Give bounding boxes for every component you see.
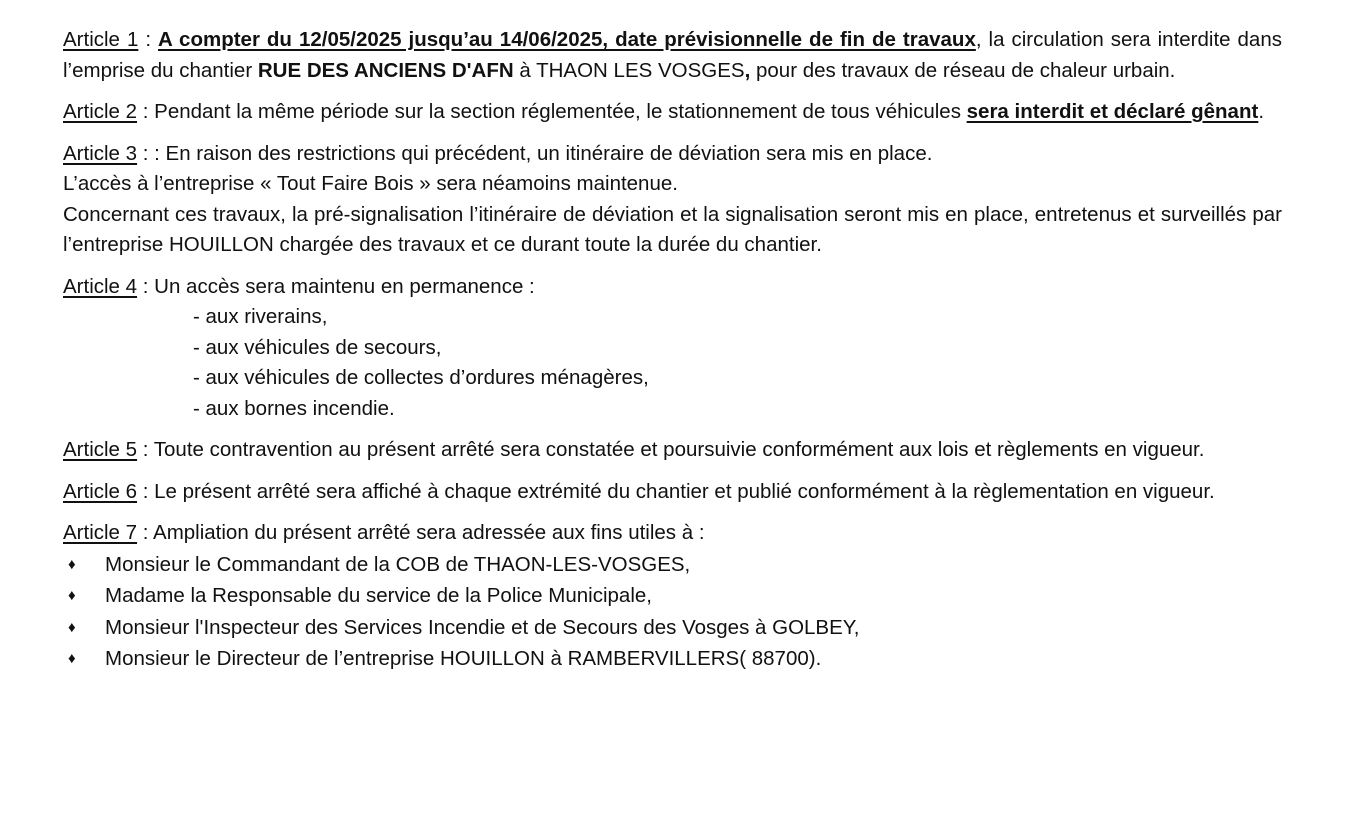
article-1-label: Article 1 [63,28,139,51]
recipient-list [63,549,1282,675]
article-6-text: : Le présent arrêté sera affiché à chaque extrémité du chantier et publié conformément à la règlementation en vigueur. [137,479,1215,503]
article-5-label: Article 5 [63,438,138,461]
article-4-list [63,302,1282,424]
article-2-bold: sera interdit et déclaré gênant [966,100,1259,123]
recipient-text: Madame la Responsable du service de la Police Municipale, [105,584,652,607]
list-item [63,549,1282,581]
article-4-intro-line [63,272,1282,303]
article-1-purpose: pour des travaux de réseau de chaleur urbain. [750,58,1176,82]
article-2-label: Article 2 [63,100,138,123]
diamond-bullet-icon: ♦ [68,618,76,636]
list-item [63,643,1282,675]
article-1-separator: : [138,28,159,51]
list-item: - aux riverains, [193,305,328,328]
article-3-text-1: : : En raison des restrictions qui précédent, un itinéraire de déviation sera mis en place. [137,141,933,165]
recipient-text: Monsieur le Directeur de l’entreprise HOUILLON à RAMBERVILLERS( 88700). [105,647,822,670]
article-7 [63,518,1282,675]
list-item [63,612,1282,644]
article-1-comma: , [744,58,751,82]
article-6-label: Article 6 [63,479,138,503]
article-2-end: . [1258,100,1265,123]
article-5 [63,435,1282,466]
article-4 [63,272,1282,425]
article-7-intro: : Ampliation du présent arrêté sera adressée aux fins utiles à : [137,521,705,544]
article-2 [63,97,1282,128]
article-7-label: Article 7 [63,521,138,544]
article-4-label: Article 4 [63,274,138,298]
article-6 [63,477,1282,508]
list-item: - aux véhicules de secours, [193,335,442,359]
diamond-bullet-icon: ♦ [68,650,76,667]
article-1-dates: A compter du 12/05/2025 jusqu’au 14/06/2025, date prévisionnelle de fin de travaux [158,28,976,51]
diamond-bullet-icon: ♦ [68,587,76,604]
arrete-document [63,25,1282,675]
article-3-line-3: Concernant ces travaux, la pré-signalisation l’itinéraire de déviation et la signalisation seront mis en place, entretenus et surveillés par l’entreprise HOUILLON chargée des travaux et ce durant toute la durée du chantier. [63,202,1282,256]
recipient-text: Monsieur le Commandant de la COB de THAON-LES-VOSGES, [105,552,691,576]
article-1 [63,25,1282,86]
article-7-intro-line [63,518,1282,549]
list-item: - aux véhicules de collectes d’ordures ménagères, [193,366,649,389]
article-1-text: , la circulation sera interdite dans l’emprise du chantier [63,28,1282,82]
article-3-line-2: L’accès à l’entreprise « Tout Faire Bois » sera néamoins maintenue. [63,172,678,195]
list-item: - aux bornes incendie. [193,396,395,420]
recipient-text: Monsieur l'Inspecteur des Services Incendie et de Secours des Vosges à GOLBEY, [105,615,860,639]
article-1-street: RUE DES ANCIENS D'AFN [257,58,514,82]
article-1-town: à THAON LES VOSGES [513,58,745,82]
list-item [63,580,1282,612]
article-5-text: : Toute contravention au présent arrêté sera constatée et poursuivie conformément aux lois et règlements en vigueur. [137,438,1205,461]
article-2-text: : Pendant la même période sur la section réglementée, le stationnement de tous véhicules [137,100,967,123]
article-3 [63,139,1282,261]
article-3-label: Article 3 [63,141,138,165]
article-3-line-1 [63,139,1282,170]
diamond-bullet-icon: ♦ [68,555,76,573]
article-4-intro: : Un accès sera maintenu en permanence : [137,274,535,298]
